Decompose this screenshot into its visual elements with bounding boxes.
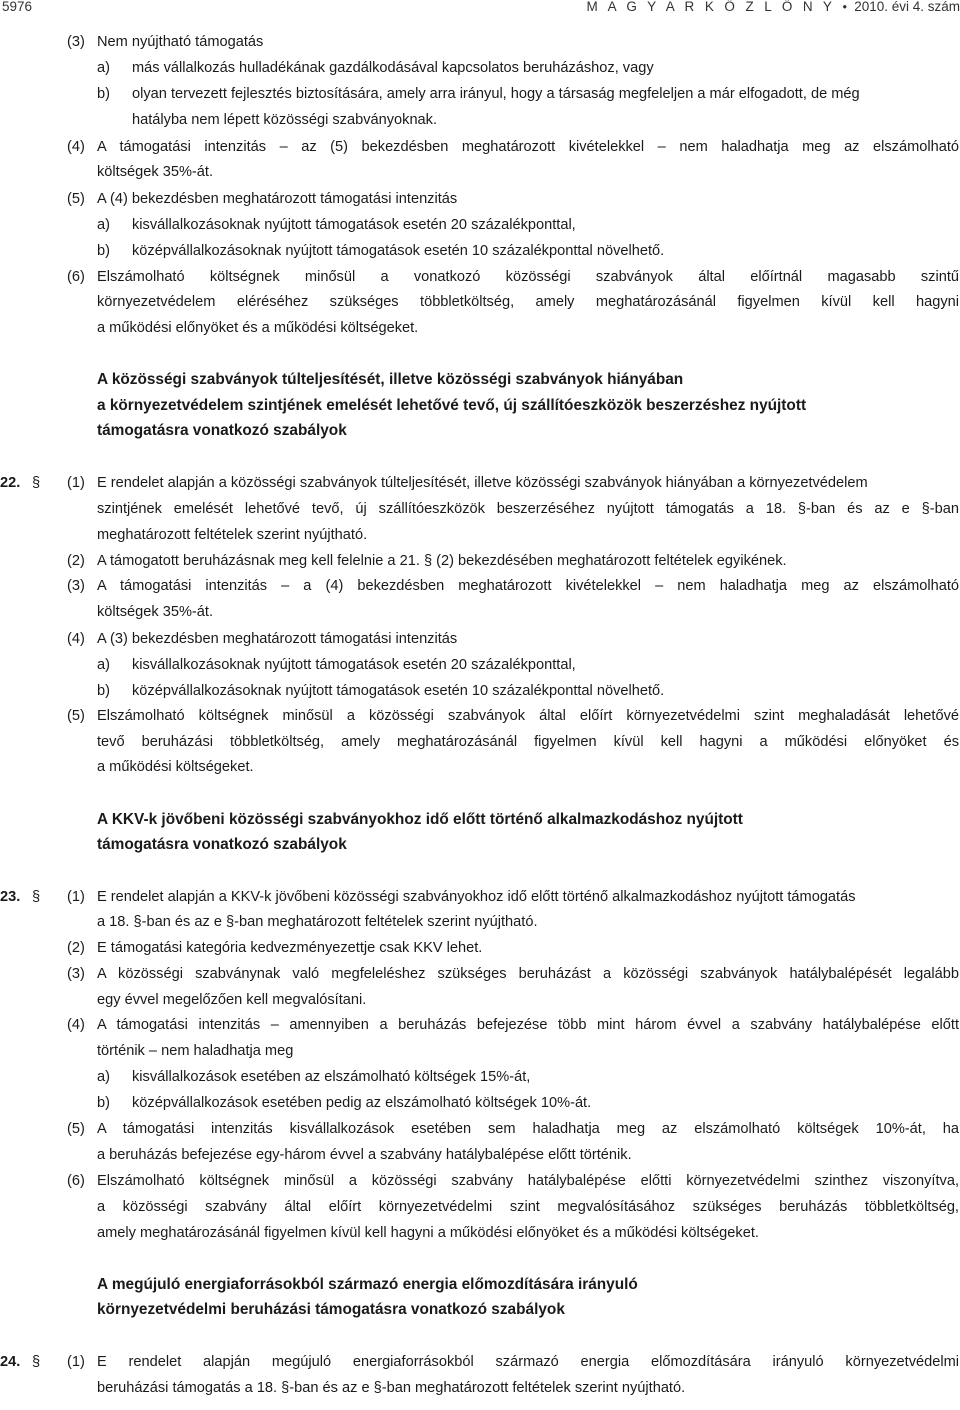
section-number: 22.	[0, 475, 21, 491]
text-line: meghatározott feltételek szerint nyújtható.	[97, 527, 368, 543]
paragraph-number: (2)	[67, 553, 85, 569]
list-item-text: kisvállalkozásoknak nyújtott támogatások esetén 20 százalékponttal,	[132, 657, 576, 673]
section-number: 24.	[0, 1354, 21, 1370]
text-line: E rendelet alapján a közösségi szabványok túlteljesítését, illetve közösségi szabványok hiányában a környezetvédelem	[97, 475, 868, 491]
text-line: környezetvédelem eléréséhez szükséges többletköltség, amely meghatározásánál figyelmen kívül kell hagyni	[97, 294, 959, 310]
text-line: a működési költségeket.	[97, 759, 254, 775]
text-line: A támogatási intenzitás kisvállalkozások esetében sem haladhatja meg az elszámolható költségek 10%-át, ha	[97, 1121, 959, 1137]
text-line: a közösségi szabvány által előírt környezetvédelmi szint megvalósításához szükséges beruházás többletköltség,	[97, 1199, 959, 1215]
bullet-icon: ●	[842, 2, 848, 11]
text-line: A (3) bekezdésben meghatározott támogatási intenzitás	[97, 631, 458, 647]
paragraph-number: (5)	[67, 708, 85, 724]
paragraph-number: (3)	[67, 966, 85, 982]
section-heading: A KKV-k jövőbeni közösségi szabványokhoz idő előtt történő alkalmazkodáshoz nyújtott	[97, 811, 743, 828]
section-number: 23.	[0, 889, 21, 905]
text-line: E rendelet alapján a KKV-k jövőbeni közösségi szabványokhoz idő előtt történő alkalmazkodáshoz nyújtott támogatás	[97, 889, 856, 905]
text-line: beruházási támogatás a 18. §-ban és az e §-ban meghatározott feltételek szerint nyújtható.	[97, 1380, 686, 1396]
text-line: Elszámolható költségnek minősül a vonatkozó közösségi szabványok által előírtnál magasabb szintű	[97, 269, 959, 285]
section-sign: §	[32, 475, 41, 491]
paragraph-number: (4)	[67, 1017, 85, 1033]
text-line: E rendelet alapján megújuló energiaforrásokból származó energia előmozdítására irányuló környezetvédelmi	[97, 1354, 959, 1370]
page-header	[0, 0, 960, 14]
text-line: történik – nem haladhatja meg	[97, 1043, 294, 1059]
text-line: A (4) bekezdésben meghatározott támogatási intenzitás	[97, 191, 458, 207]
section-heading: támogatásra vonatkozó szabályok	[97, 422, 347, 439]
paragraph-number: (4)	[67, 139, 85, 155]
list-item-text: olyan tervezett fejlesztés biztosítására, amely arra irányul, hogy a társaság megfeleljen a már elfogadott, de még	[132, 86, 860, 102]
list-item-text: középvállalkozások esetében pedig az elszámolható költségek 10%-át.	[132, 1095, 592, 1111]
paragraph-number: (2)	[67, 940, 85, 956]
text-line: A közösségi szabványnak való megfeleléshez szükséges beruházást a közösségi szabványok hatálybalépését legalább	[97, 966, 959, 982]
text-line: a beruházás befejezése egy-három évvel a szabvány hatálybalépése előtt történik.	[97, 1147, 632, 1163]
paragraph-number: (1)	[67, 475, 85, 491]
list-label: b)	[97, 243, 110, 259]
page-number: 5976	[2, 0, 33, 14]
list-item-text: kisvállalkozások esetében az elszámolható költségek 15%-át,	[132, 1069, 531, 1085]
list-item-text: középvállalkozásoknak nyújtott támogatások esetén 10 százalékponttal növelhető.	[132, 243, 665, 259]
section-sign: §	[32, 1354, 41, 1370]
text-line: A támogatási intenzitás – amennyiben a beruházás befejezése több mint három évvel a szabvány hatálybalépése előtt	[97, 1017, 959, 1033]
paragraph-number: (5)	[67, 191, 85, 207]
paragraph-number: (4)	[67, 631, 85, 647]
text-line: A támogatási intenzitás – a (4) bekezdésben meghatározott kivételekkel – nem haladhatja meg az elszámolható	[97, 578, 959, 594]
text-line: költségek 35%-át.	[97, 604, 214, 620]
text-line: Elszámolható költségnek minősül a közösségi szabvány hatálybalépése előtti környezetvédelmi szinthez viszonyítva,	[97, 1173, 959, 1189]
section-heading: környezetvédelmi beruházási támogatásra vonatkozó szabályok	[97, 1301, 565, 1318]
list-label: a)	[97, 217, 110, 233]
text-line: tevő beruházási többletköltség, amely meghatározásánál figyelmen kívül kell hagyni a működési előnyöket és	[97, 734, 959, 750]
list-item-text: középvállalkozásoknak nyújtott támogatások esetén 10 százalékponttal növelhető.	[132, 683, 665, 699]
text-line: A támogatási intenzitás – az (5) bekezdésben meghatározott kivételekkel – nem haladhatja meg az elszámolható	[97, 139, 959, 155]
list-label: a)	[97, 657, 110, 673]
paragraph-number: (5)	[67, 1121, 85, 1137]
list-label: a)	[97, 1069, 110, 1085]
issue-label: 2010. évi 4. szám	[854, 0, 960, 14]
text-line: szintjének emelését lehetővé tevő, új szállítóeszközök beszerzéséhez nyújtott támogatás a 18. §-ban és az e §-ban	[97, 501, 959, 517]
paragraph-number: (6)	[67, 269, 85, 285]
text-line: a 18. §-ban és az e §-ban meghatározott feltételek szerint nyújtható.	[97, 914, 538, 930]
list-label: a)	[97, 60, 110, 76]
text-line: költségek 35%-át.	[97, 164, 214, 180]
paragraph-number: (3)	[67, 34, 85, 50]
text-line: a működési előnyöket és a működési költségeket.	[97, 320, 419, 336]
paragraph-number: (1)	[67, 1354, 85, 1370]
section-heading: A megújuló energiaforrásokból származó energia előmozdítására irányuló	[97, 1276, 638, 1293]
paragraph-number: (6)	[67, 1173, 85, 1189]
paragraph-number: (3)	[67, 578, 85, 594]
journal-title	[587, 0, 960, 14]
list-item-text: hatályba nem lépett közösségi szabványoknak.	[132, 112, 438, 128]
text-line: Nem nyújtható támogatás	[97, 34, 264, 50]
list-item-text: kisvállalkozásoknak nyújtott támogatások esetén 20 százalékponttal,	[132, 217, 576, 233]
text-line: Elszámolható költségnek minősül a közösségi szabványok által előírt környezetvédelmi szint meghaladását lehetővé	[97, 708, 959, 724]
text-line: A támogatott beruházásnak meg kell felelnie a 21. § (2) bekezdésében meghatározott feltételek egyikének.	[97, 553, 787, 569]
section-heading: a környezetvédelem szintjének emelését lehetővé tevő, új szállítóeszközök beszerzéshez nyújtott	[97, 397, 807, 414]
section-sign: §	[32, 889, 41, 905]
text-line: egy évvel megelőzően kell megvalósítani.	[97, 992, 367, 1008]
text-line: E támogatási kategória kedvezményezettje csak KKV lehet.	[97, 940, 483, 956]
paragraph-number: (1)	[67, 889, 85, 905]
text-line: amely meghatározásánál figyelmen kívül kell hagyni a működési előnyöket és a működési költségeket.	[97, 1225, 759, 1241]
section-heading: A közösségi szabványok túlteljesítését, illetve közösségi szabványok hiányában	[97, 371, 684, 388]
list-label: b)	[97, 86, 110, 102]
section-heading: támogatásra vonatkozó szabályok	[97, 836, 347, 853]
list-item-text: más vállalkozás hulladékának gazdálkodásával kapcsolatos beruházáshoz, vagy	[132, 60, 654, 76]
list-label: b)	[97, 683, 110, 699]
journal-name: M A G Y A R K Ö Z L Ö N Y	[586, 0, 836, 14]
list-label: b)	[97, 1095, 110, 1111]
